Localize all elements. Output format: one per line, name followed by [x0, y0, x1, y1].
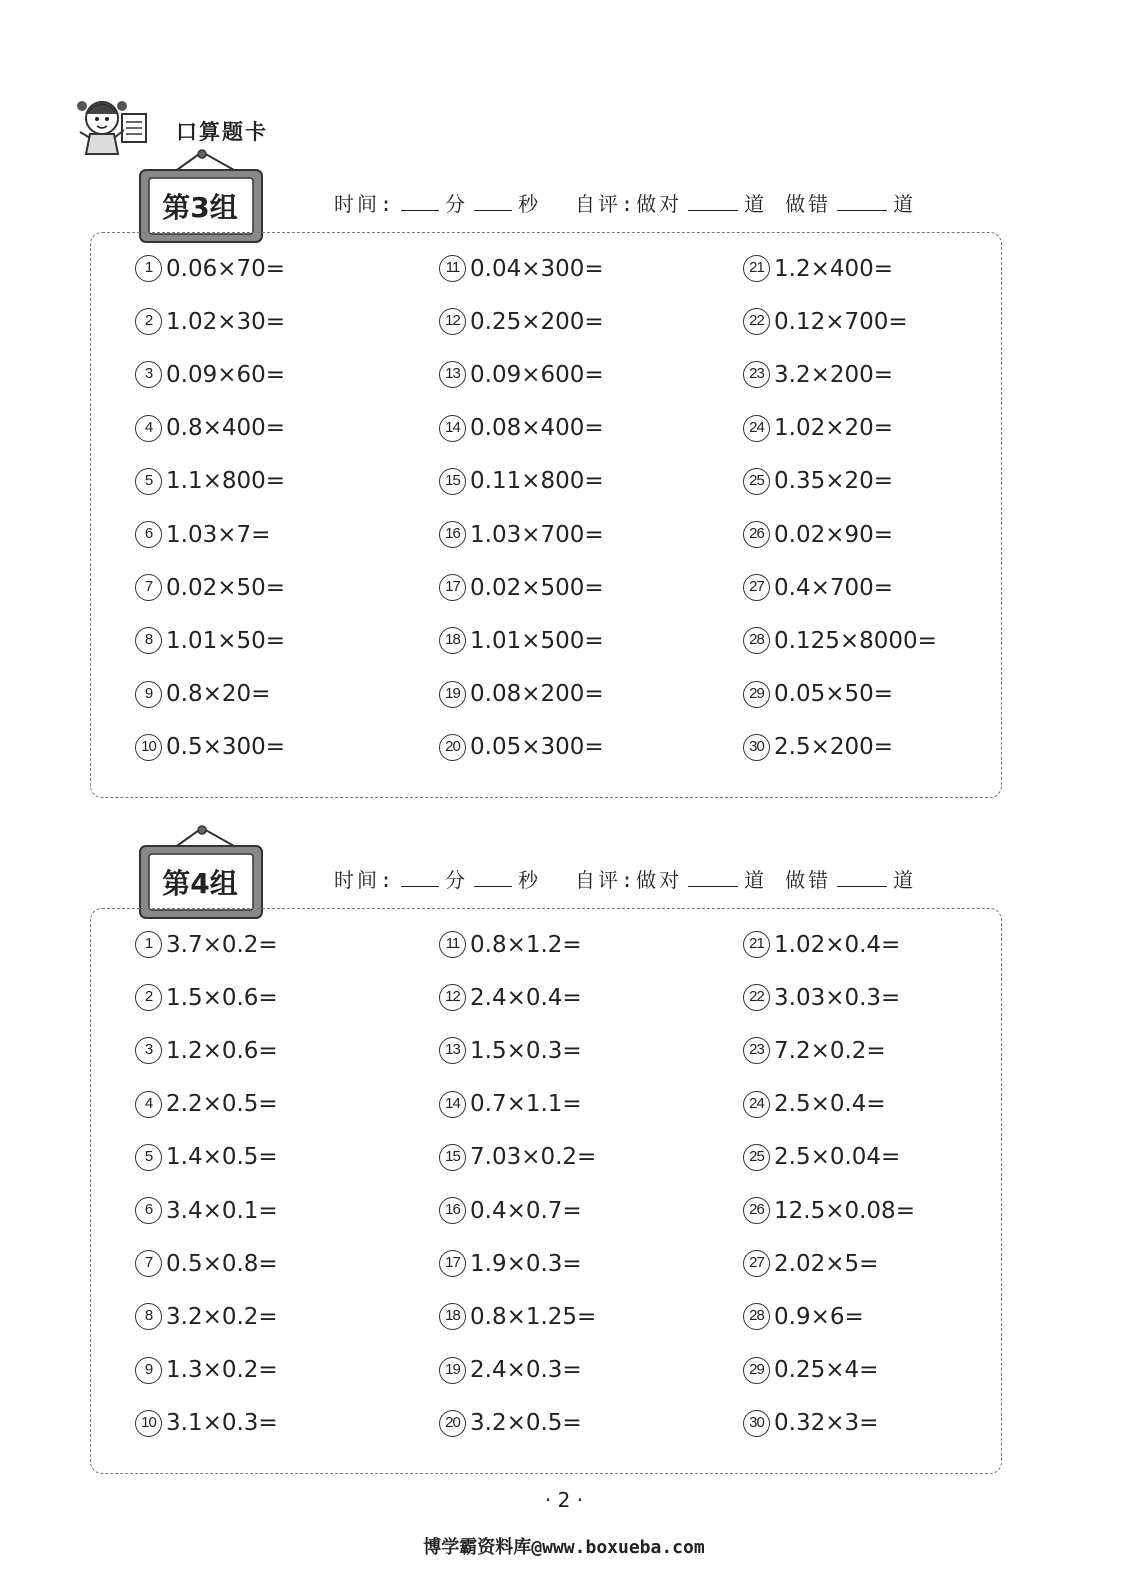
problem-expression: 1.3×0.2=	[166, 1357, 278, 1384]
problem-expression: 0.06×70=	[166, 255, 286, 282]
minutes-blank[interactable]	[401, 192, 439, 211]
problem-item	[439, 627, 604, 654]
problem-expression: 2.5×0.4=	[774, 1091, 886, 1118]
problem-number: 27	[743, 574, 770, 601]
second-label: 秒	[518, 192, 542, 216]
problem-expression: 2.5×200=	[774, 734, 894, 761]
problem-number: 1	[135, 255, 162, 282]
problem-item	[135, 1410, 278, 1437]
problem-expression: 2.02×5=	[774, 1250, 879, 1277]
problem-item	[135, 681, 270, 708]
problem-item	[439, 468, 604, 495]
problem-item	[743, 1197, 915, 1224]
problem-expression: 0.02×50=	[166, 574, 286, 601]
problem-number: 25	[743, 468, 770, 495]
problem-number: 7	[135, 1250, 162, 1277]
problem-item	[743, 1091, 886, 1118]
problem-expression: 0.08×400=	[470, 415, 604, 442]
problem-item	[135, 1250, 278, 1277]
problem-item	[439, 361, 604, 388]
minute-label: 分	[445, 192, 469, 216]
problem-expression: 0.05×300=	[470, 734, 604, 761]
problem-expression: 3.4×0.1=	[166, 1197, 278, 1224]
problem-number: 9	[135, 1357, 162, 1384]
problem-expression: 2.4×0.4=	[470, 984, 582, 1011]
problem-number: 17	[439, 1250, 466, 1277]
problem-expression: 0.4×700=	[774, 574, 894, 601]
problem-expression: 0.125×8000=	[774, 627, 937, 654]
problem-number: 21	[743, 255, 770, 282]
problem-number: 12	[439, 308, 466, 335]
problem-number: 18	[439, 1303, 466, 1330]
wrong-blank[interactable]	[837, 868, 887, 887]
problem-number: 13	[439, 361, 466, 388]
problem-number: 28	[743, 627, 770, 654]
problem-expression: 1.9×0.3=	[470, 1250, 582, 1277]
self-eval-label: 自评:做对	[575, 192, 683, 216]
problem-expression: 1.03×700=	[470, 521, 604, 548]
problem-number: 5	[135, 1144, 162, 1171]
problem-item	[439, 1410, 582, 1437]
problem-item	[135, 574, 285, 601]
problem-number: 11	[439, 931, 466, 958]
problem-expression: 1.02×20=	[774, 415, 894, 442]
page-number: · 2 ·	[544, 1488, 584, 1512]
problem-item	[135, 308, 285, 335]
problem-item	[439, 574, 604, 601]
problem-number: 3	[135, 1037, 162, 1064]
problem-number: 16	[439, 521, 466, 548]
problem-number: 28	[743, 1303, 770, 1330]
wrong-unit: 道	[893, 192, 917, 216]
problem-number: 10	[135, 734, 162, 761]
problem-item	[743, 1144, 900, 1171]
problem-item	[743, 361, 893, 388]
problem-item	[439, 984, 582, 1011]
problem-item	[743, 984, 900, 1011]
correct-blank[interactable]	[688, 868, 738, 887]
problem-item	[135, 521, 270, 548]
problem-item	[743, 1303, 864, 1330]
problem-number: 20	[439, 734, 466, 761]
problem-item	[743, 308, 908, 335]
problem-item	[439, 415, 604, 442]
problem-expression: 1.03×7=	[166, 521, 271, 548]
problem-expression: 1.02×0.4=	[774, 931, 901, 958]
problem-number: 11	[439, 255, 466, 282]
problem-item	[135, 1037, 278, 1064]
problem-expression: 1.01×50=	[166, 627, 286, 654]
problem-item	[135, 1197, 278, 1224]
problem-expression: 2.5×0.04=	[774, 1144, 901, 1171]
problem-number: 2	[135, 308, 162, 335]
problem-item	[135, 1357, 278, 1384]
problem-number: 2	[135, 984, 162, 1011]
problem-item	[743, 255, 893, 282]
group-3	[0, 148, 1128, 808]
problem-number: 22	[743, 984, 770, 1011]
problem-item	[439, 1144, 596, 1171]
problem-number: 26	[743, 1197, 770, 1224]
problem-expression: 0.8×1.2=	[470, 931, 582, 958]
problem-item	[743, 1357, 878, 1384]
problem-number: 25	[743, 1144, 770, 1171]
problem-expression: 1.5×0.6=	[166, 984, 278, 1011]
problem-number: 8	[135, 1303, 162, 1330]
minutes-blank[interactable]	[401, 868, 439, 887]
score-line	[334, 864, 916, 893]
problem-item	[743, 574, 893, 601]
wrong-label: 做错	[785, 192, 832, 216]
problem-item	[135, 468, 285, 495]
problem-number: 15	[439, 1144, 466, 1171]
problem-number: 21	[743, 931, 770, 958]
problem-expression: 1.2×0.6=	[166, 1037, 278, 1064]
problem-expression: 0.35×20=	[774, 468, 894, 495]
problem-number: 30	[743, 734, 770, 761]
footer-watermark: 博学霸资料库@www.boxueba.com	[423, 1537, 705, 1558]
wrong-label: 做错	[785, 868, 832, 892]
problem-number: 8	[135, 627, 162, 654]
problem-expression: 3.2×0.5=	[470, 1410, 582, 1437]
problem-expression: 2.4×0.3=	[470, 1357, 582, 1384]
problem-number: 7	[135, 574, 162, 601]
problem-number: 27	[743, 1250, 770, 1277]
problem-number: 3	[135, 361, 162, 388]
card-title: 口算题卡	[176, 120, 268, 144]
problem-number: 17	[439, 574, 466, 601]
problem-item	[135, 361, 285, 388]
problem-number: 4	[135, 415, 162, 442]
problem-box	[90, 232, 1002, 798]
group-label: 第3组	[162, 191, 238, 224]
problem-item	[743, 681, 893, 708]
problem-item	[439, 681, 604, 708]
problem-number: 23	[743, 1037, 770, 1064]
problem-expression: 0.8×1.25=	[470, 1303, 597, 1330]
problem-number: 4	[135, 1091, 162, 1118]
wrong-blank[interactable]	[837, 192, 887, 211]
self-eval-label: 自评:做对	[575, 868, 683, 892]
problem-number: 26	[743, 521, 770, 548]
group-4	[0, 824, 1128, 1484]
problem-expression: 0.5×0.8=	[166, 1250, 278, 1277]
problem-number: 20	[439, 1410, 466, 1437]
problem-box	[90, 908, 1002, 1474]
correct-blank[interactable]	[688, 192, 738, 211]
problem-expression: 0.11×800=	[470, 468, 604, 495]
problem-expression: 0.7×1.1=	[470, 1091, 582, 1118]
correct-unit: 道	[744, 192, 768, 216]
problem-expression: 0.8×20=	[166, 681, 271, 708]
problem-expression: 12.5×0.08=	[774, 1197, 915, 1224]
problem-number: 29	[743, 1357, 770, 1384]
problem-item	[439, 931, 582, 958]
problem-item	[743, 627, 937, 654]
time-label: 时间:	[334, 192, 396, 216]
problem-expression: 2.2×0.5=	[166, 1091, 278, 1118]
problem-number: 1	[135, 931, 162, 958]
problem-item	[439, 255, 604, 282]
minute-label: 分	[445, 868, 469, 892]
problem-item	[743, 1410, 878, 1437]
problem-number: 14	[439, 415, 466, 442]
problem-expression: 0.25×4=	[774, 1357, 879, 1384]
problem-number: 9	[135, 681, 162, 708]
score-line	[334, 188, 916, 217]
problem-expression: 1.1×800=	[166, 468, 286, 495]
problem-expression: 0.5×300=	[166, 734, 286, 761]
problem-item	[135, 1091, 278, 1118]
problem-item	[135, 255, 285, 282]
seconds-blank[interactable]	[474, 192, 512, 211]
problem-expression: 0.09×600=	[470, 361, 604, 388]
problem-number: 13	[439, 1037, 466, 1064]
problem-number: 12	[439, 984, 466, 1011]
problem-item	[439, 1250, 582, 1277]
problem-number: 10	[135, 1410, 162, 1437]
problem-number: 24	[743, 1091, 770, 1118]
problem-expression: 1.02×30=	[166, 308, 286, 335]
correct-unit: 道	[744, 868, 768, 892]
problem-expression: 1.5×0.3=	[470, 1037, 582, 1064]
problem-item	[439, 1091, 582, 1118]
problem-expression: 0.02×90=	[774, 521, 894, 548]
problem-expression: 3.03×0.3=	[774, 984, 901, 1011]
time-label: 时间:	[334, 868, 396, 892]
problem-item	[743, 415, 893, 442]
problem-expression: 3.1×0.3=	[166, 1410, 278, 1437]
problem-expression: 7.03×0.2=	[470, 1144, 597, 1171]
problem-expression: 3.7×0.2=	[166, 931, 278, 958]
problem-expression: 1.4×0.5=	[166, 1144, 278, 1171]
problem-item	[135, 1303, 278, 1330]
problem-item	[135, 984, 278, 1011]
problem-item	[135, 415, 285, 442]
problem-number: 23	[743, 361, 770, 388]
problem-expression: 1.2×400=	[774, 255, 894, 282]
problem-item	[743, 1037, 886, 1064]
problem-item	[135, 627, 285, 654]
problem-item	[743, 1250, 878, 1277]
problem-item	[439, 1357, 582, 1384]
problem-number: 30	[743, 1410, 770, 1437]
problem-number: 15	[439, 468, 466, 495]
problem-expression: 0.12×700=	[774, 308, 908, 335]
problem-expression: 0.8×400=	[166, 415, 286, 442]
wrong-unit: 道	[893, 868, 917, 892]
problem-item	[135, 1144, 278, 1171]
problem-item	[439, 521, 604, 548]
problem-item	[743, 468, 893, 495]
problem-expression: 0.08×200=	[470, 681, 604, 708]
problem-expression: 0.09×60=	[166, 361, 286, 388]
problem-item	[439, 308, 604, 335]
problem-number: 22	[743, 308, 770, 335]
problem-item	[743, 521, 893, 548]
problem-item	[135, 931, 278, 958]
seconds-blank[interactable]	[474, 868, 512, 887]
problem-expression: 0.9×6=	[774, 1303, 864, 1330]
problem-expression: 0.04×300=	[470, 255, 604, 282]
problem-number: 19	[439, 1357, 466, 1384]
problem-number: 19	[439, 681, 466, 708]
problem-number: 16	[439, 1197, 466, 1224]
problem-item	[135, 734, 285, 761]
problem-expression: 7.2×0.2=	[774, 1037, 886, 1064]
problem-number: 24	[743, 415, 770, 442]
problem-expression: 3.2×0.2=	[166, 1303, 278, 1330]
problem-expression: 0.05×50=	[774, 681, 894, 708]
problem-number: 29	[743, 681, 770, 708]
problem-item	[743, 931, 900, 958]
problem-number: 6	[135, 1197, 162, 1224]
problem-number: 18	[439, 627, 466, 654]
second-label: 秒	[518, 868, 542, 892]
problem-expression: 0.32×3=	[774, 1410, 879, 1437]
problem-item	[743, 734, 893, 761]
problem-expression: 0.02×500=	[470, 574, 604, 601]
group-label: 第4组	[162, 867, 238, 900]
problem-number: 6	[135, 521, 162, 548]
problem-expression: 3.2×200=	[774, 361, 894, 388]
problem-expression: 1.01×500=	[470, 627, 604, 654]
problem-expression: 0.25×200=	[470, 308, 604, 335]
problem-item	[439, 1037, 582, 1064]
problem-item	[439, 734, 604, 761]
problem-expression: 0.4×0.7=	[470, 1197, 582, 1224]
problem-number: 5	[135, 468, 162, 495]
problem-item	[439, 1303, 596, 1330]
problem-number: 14	[439, 1091, 466, 1118]
problem-item	[439, 1197, 582, 1224]
